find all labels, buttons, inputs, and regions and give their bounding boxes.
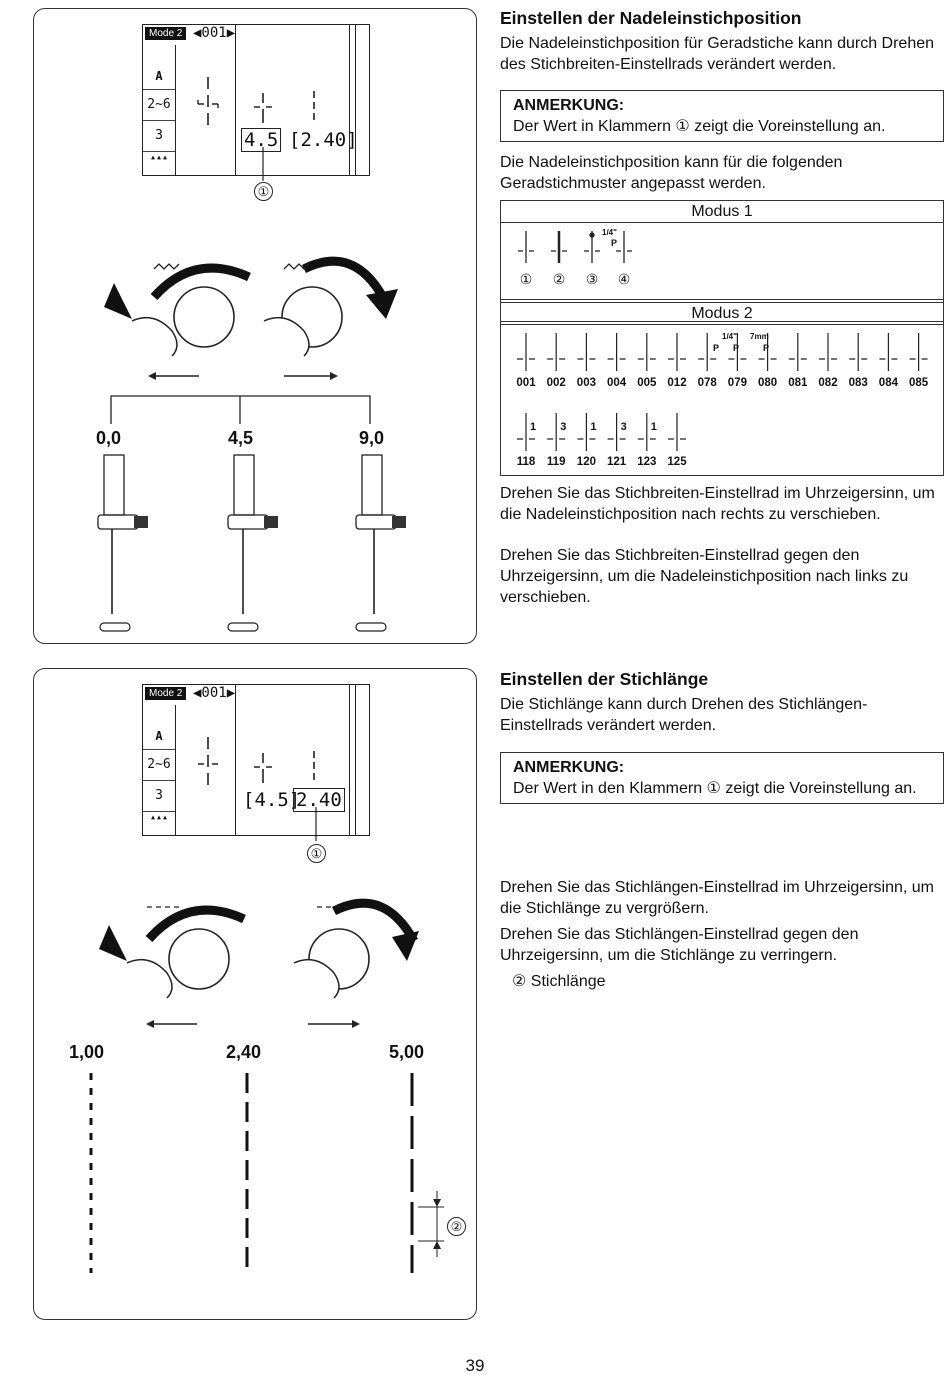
needle-left — [98, 455, 148, 631]
length-label-long: 5,00 — [389, 1042, 425, 1062]
stitch-length-icon — [309, 751, 319, 781]
needle-position-intro: Die Nadeleinstichposition für Geradstiche kann durch Drehen des Stichbreiten-Einstellrads verändert werden. — [500, 35, 935, 73]
callout-line — [313, 807, 319, 841]
callout-1: ① — [307, 844, 326, 863]
lcd-divider — [355, 25, 356, 175]
lcd-divider — [235, 25, 236, 175]
pattern-number: 123 — [637, 456, 657, 468]
pattern-number: 084 — [878, 377, 898, 389]
page-number: 39 — [465, 1356, 485, 1375]
pattern-number: 079 — [727, 377, 747, 389]
legend-stitch-length: ② Stichlänge — [512, 973, 606, 990]
modus1-p: P — [611, 238, 618, 248]
needle-position-illustration-panel — [33, 8, 477, 644]
stitch-length-intro: Die Stichlänge kann durch Drehen des Stichlängen-Einstellrads verändert werden. — [500, 696, 868, 734]
callout-line — [260, 147, 266, 181]
pattern-number: 118 — [516, 456, 536, 468]
note-box-2 — [500, 752, 944, 804]
lcd-screen — [142, 684, 370, 836]
length-value-bracketed: [2.40] — [289, 129, 358, 151]
note-text: Der Wert in Klammern ① zeigt die Voreinstellung an. — [513, 118, 886, 135]
lcd-pattern-number: ◀001▶ — [193, 685, 236, 701]
feed-dog-icon: ▴▴▴ — [149, 812, 169, 823]
pattern-number: 119 — [546, 456, 566, 468]
pattern-number: 082 — [818, 377, 838, 389]
note-title: ANMERKUNG: — [513, 759, 625, 776]
pattern-number: 004 — [607, 377, 627, 389]
modus2-stitch-icons-row2 — [511, 411, 711, 453]
pattern-number: 002 — [546, 377, 566, 389]
pattern-number: 083 — [848, 377, 868, 389]
stitch-width-icon — [251, 753, 275, 789]
needle-center — [228, 455, 278, 631]
stitch-length-lines — [74, 1069, 474, 1279]
length-dial-counterclockwise-text: Drehen Sie das Stichlängen-Einstellrad gegen den Uhrzeigersinn, um die Stichlänge zu verringern. — [500, 926, 859, 964]
adjustable-patterns-text: Die Nadeleinstichposition kann für die folgenden Geradstichmuster angepasst werden. — [500, 154, 843, 192]
presser-foot-label: A — [143, 705, 175, 750]
note-box-1 — [500, 90, 944, 142]
stitch-width-dial-illustration — [94, 237, 414, 367]
pattern-number: 003 — [576, 377, 596, 389]
pattern-number: 080 — [758, 377, 778, 389]
modus2-p-079: P — [733, 343, 740, 353]
stitch-length-dial-illustration — [89, 879, 419, 1009]
direction-arrows — [144, 369, 344, 383]
pattern-digit: 3 — [620, 421, 627, 433]
length-value: 3 — [143, 121, 175, 152]
position-label-right: 9,0 — [359, 428, 385, 448]
lcd-divider — [355, 685, 356, 835]
stitch-length-icon — [309, 91, 319, 121]
width-value: 4.5 — [241, 128, 281, 152]
modus1-num: ① — [519, 271, 533, 287]
pattern-number: 125 — [667, 456, 687, 468]
pattern-number: 120 — [576, 456, 596, 468]
width-range: 2~6 — [143, 90, 175, 121]
pattern-digit: 1 — [590, 421, 597, 433]
note-text: Der Wert in den Klammern ① zeigt die Voreinstellung an. — [513, 780, 917, 797]
callout-2: ② — [447, 1217, 466, 1236]
pattern-number: 081 — [788, 377, 808, 389]
pattern-number: 078 — [697, 377, 717, 389]
needle-right — [356, 455, 406, 631]
pattern-digit: 1 — [530, 421, 537, 433]
modus1-bottom-border — [501, 299, 943, 300]
lcd-divider — [349, 25, 350, 175]
length-dial-clockwise-text: Drehen Sie das Stichlängen-Einstellrad im Uhrzeigersinn, um die Stichlänge zu vergrößern. — [500, 879, 934, 917]
needle-position-illustrations — [94, 449, 464, 634]
position-label-left: 0,0 — [96, 428, 122, 448]
modus1-label: Modus 1 — [501, 201, 943, 223]
lcd-mode-label: Mode 2 — [145, 27, 186, 40]
stitch-width-icon — [251, 93, 275, 129]
modus1-num: ④ — [617, 271, 631, 287]
lcd-divider — [349, 685, 350, 835]
pattern-number: 001 — [516, 377, 536, 389]
section-title-stitch-length: Einstellen der Stichlänge — [500, 669, 709, 689]
pattern-number: 005 — [637, 377, 657, 389]
callout-1: ① — [254, 182, 273, 201]
modus1-quarter-inch: 1/4" — [602, 228, 617, 237]
modus2-quarter-inch: 1/4" — [722, 332, 737, 341]
straight-stitch-icon — [193, 77, 223, 127]
lcd-mode-label: Mode 2 — [145, 687, 186, 700]
stitch-length-illustration-panel — [33, 668, 477, 1320]
lcd-pattern-number: ◀001▶ — [193, 25, 236, 41]
lcd-screen — [142, 24, 370, 176]
lcd-sidebar — [143, 705, 176, 835]
pattern-number: 012 — [667, 377, 687, 389]
modus1-num: ② — [552, 271, 566, 287]
straight-stitch-icon — [193, 737, 223, 787]
lcd-divider — [235, 685, 236, 835]
length-value: 2.40 — [293, 788, 345, 812]
modus2-table — [500, 302, 944, 476]
length-label-default: 2,40 — [226, 1042, 262, 1062]
note-title: ANMERKUNG: — [513, 97, 625, 114]
width-range: 2~6 — [143, 750, 175, 781]
modus2-p-080: P — [763, 343, 770, 353]
modus2-label: Modus 2 — [501, 303, 943, 325]
width-value-bracketed: [4.5] — [243, 789, 301, 811]
pattern-digit: 1 — [650, 421, 657, 433]
length-label-short: 1,00 — [69, 1042, 105, 1062]
pattern-digit: 3 — [560, 421, 567, 433]
length-value: 3 — [143, 781, 175, 812]
width-dial-clockwise-text: Drehen Sie das Stichbreiten-Einstellrad im Uhrzeigersinn, um die Nadeleinstichposition nach rechts zu verschieben. — [500, 485, 935, 523]
pattern-number: 085 — [909, 377, 929, 389]
width-dial-counterclockwise-text: Drehen Sie das Stichbreiten-Einstellrad gegen den Uhrzeigersinn, um die Nadeleinstichposition nach links zu verschieben. — [500, 547, 909, 606]
pattern-number: 121 — [607, 456, 627, 468]
bracket — [110, 394, 380, 424]
lcd-sidebar — [143, 45, 176, 175]
modus2-p-078: P — [713, 343, 720, 353]
section-title-needle-position: Einstellen der Nadeleinstichposition — [500, 8, 802, 28]
feed-dog-icon: ▴▴▴ — [149, 152, 169, 163]
direction-arrows — [142, 1017, 362, 1031]
position-label-center: 4,5 — [228, 428, 254, 448]
modus1-stitch-icons — [511, 227, 641, 267]
modus1-num: ③ — [585, 271, 599, 287]
modus2-7mm: 7mm — [750, 332, 769, 341]
presser-foot-label: A — [143, 45, 175, 90]
